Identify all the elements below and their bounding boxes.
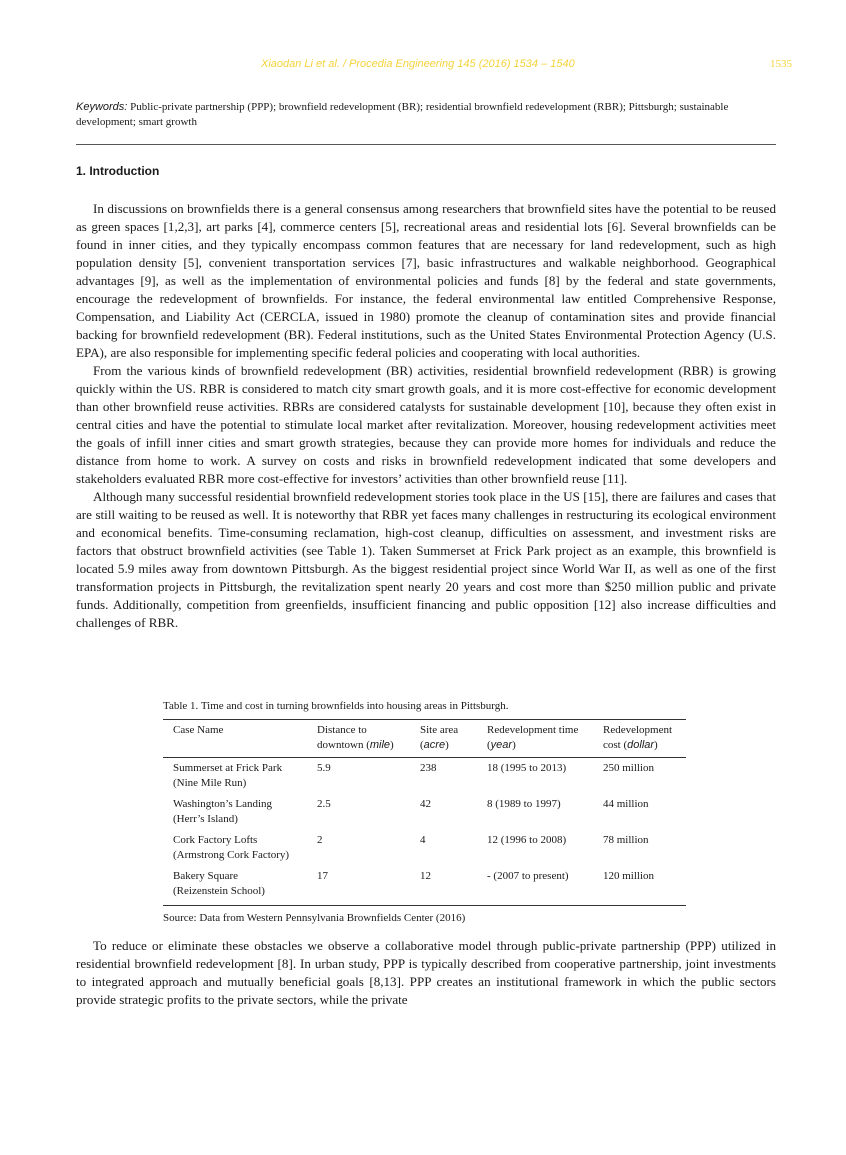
page-number: 1535	[770, 58, 792, 70]
paragraph: In discussions on brownfields there is a general consensus among researchers that brownfield sites have the potential to be reused as green spaces [1,2,3], art parks [4], commerce centers [5], recreational areas and residential lots [6]. Several brownfields can be found in inner cities, and they typically encompass common features that are necessary for land redevelopment, such as high population density [5], convenient transportation services [7], basic infrastructures and walkable neighborhood. Geographical advantages [9], as well as the implementation of environmental policies and funds [8] by the federal and state governments, encourage the redevelopment of brownfields. For instance, the federal environmental law entitled Comprehensive Response, Compensation, and Liability Act (CERCLA, issued in 1980) promote the cleanup of contamination sites and provide financial backing for brownfield redevelopment (BR). Federal institutions, such as the United States Environmental Protection Agency (U.S. EPA), are also responsible for implementing specific federal policies and cooperating with local authorities.	[76, 201, 776, 360]
keywords-label: Keywords:	[76, 101, 128, 113]
table-row: Bakery Square (Reizenstein School) 17 12 - (2007 to present) 120 million	[163, 869, 686, 906]
paragraph: Although many successful residential brownfield redevelopment stories took place in the US [15], there are failures and cases that are still waiting to be reused as well. It is noteworthy that RBR yet faces many challenges in restructuring its ecological environment and economical benefits. Time-consuming reclamation, high-cost cleanup, difficulties on assessment, and investment risks are factors that obstruct brownfield activities (see Table 1). Taken Summerset at Frick Park project as an example, this brownfield is located 5.9 miles away from downtown Pittsburgh. As the biggest residential project since World War II, as well as one of the first transformation projects in Pittsburgh, the revitalization spent nearly 20 years and cost more than $250 million public and private funds. Additionally, competition from greenfields, insufficient financing and public opposition [12] also increase difficulties and challenges of RBR.	[76, 489, 776, 630]
paragraph: From the various kinds of brownfield redevelopment (BR) activities, residential brownfield redevelopment (RBR) is growing quickly within the US. RBR is considered to match city smart growth goals, and it is more cost-effective for economic development than other brownfield reuse activities. RBRs are considered catalysts for sustainable development [10], because they often exist in central cities and have the potential to stimulate local market after revitalization. Moreover, housing redevelopment activities meet the goals of infill inner cities and smart growth strategies, because they can provide more homes for individuals and reduce the distance from home to work. A survey on costs and risks in brownfield redevelopment indicated that some developers and stakeholders evaluated RBR more cost-effective for investors’ activities than other brownfield reuse [11].	[76, 363, 776, 486]
table-header-row	[163, 720, 686, 758]
table-row: Cork Factory Lofts (Armstrong Cork Factory) 2 4 12 (1996 to 2008) 78 million	[173, 834, 649, 861]
introduction-body	[76, 200, 776, 632]
column-header: Case Name	[173, 724, 224, 736]
keywords-text: Public-private partnership (PPP); brownfield redevelopment (BR); residential brownfield redevelopment (RBR); Pittsburgh; sustainable development; smart growth	[76, 101, 729, 128]
column-header: Distance to downtown (mile)	[317, 724, 394, 751]
journal-citation: Xiaodan Li et al. / Procedia Engineering 145 (2016) 1534 – 1540	[261, 58, 575, 70]
running-header	[0, 58, 846, 74]
keywords-block	[76, 100, 776, 130]
post-table-body	[76, 937, 776, 1009]
column-header: Redevelopment time (year)	[487, 724, 579, 751]
table-caption: Table 1. Time and cost in turning brownfields into housing areas in Pittsburgh.	[163, 700, 509, 712]
data-table	[163, 719, 686, 906]
table-source-note: Source: Data from Western Pennsylvania Brownfields Center (2016)	[163, 912, 466, 924]
table-row: Washington’s Landing (Herr’s Island) 2.5 42 8 (1989 to 1997) 44 million	[173, 798, 649, 825]
column-header: Site area (acre)	[420, 724, 459, 751]
table-1	[163, 699, 686, 926]
section-heading: 1. Introduction	[76, 164, 160, 178]
keywords-divider	[76, 144, 776, 145]
paragraph: To reduce or eliminate these obstacles we observe a collaborative model through public-private partnership (PPP) utilized in residential brownfield redevelopment [8]. In urban study, PPP is typically described from cooperative partnership, joint investments to integrated approach and mutually beneficial goals [8,13]. PPP creates an institutional framework in which the public sectors provide strategic profits to the private sectors, while the private	[76, 938, 776, 1007]
column-header: Redevelopment cost (dollar)	[603, 724, 673, 751]
table-row: Summerset at Frick Park (Nine Mile Run) 5.9 238 18 (1995 to 2013) 250 million	[173, 762, 655, 789]
